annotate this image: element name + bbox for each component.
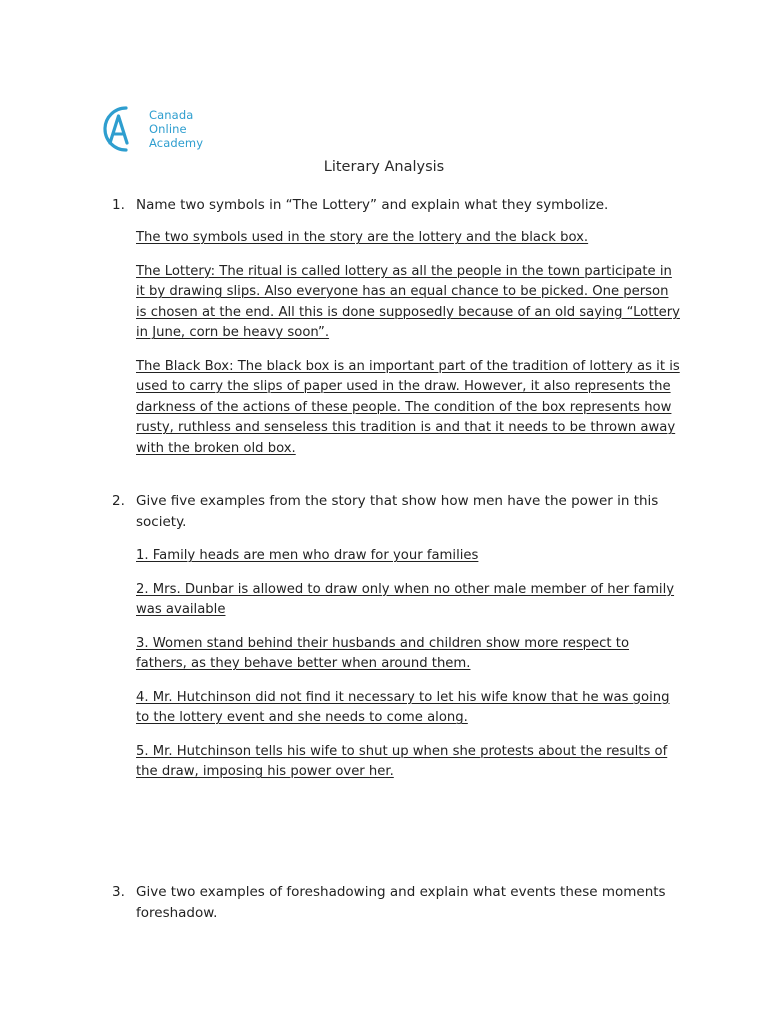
question-number: 2. — [112, 493, 125, 509]
question-1 — [112, 195, 672, 216]
answer-paragraph: 2. Mrs. Dunbar is allowed to draw only when no other male member of her family was available — [136, 581, 675, 617]
question-2 — [112, 491, 672, 533]
answer-paragraph: The Black Box: The black box is an important part of the tradition of lottery as it is used to carry the slips of paper used in the draw. However, it also represents the darkness of the actions of these people. The condition of the box represents how rusty, ruthless and senseless this tradition is and that it needs to be thrown away with the broken old box. — [136, 358, 680, 456]
answer-paragraph: The Lottery: The ritual is called lottery as all the people in the town participate in it by drawing slips. Also everyone has an equal chance to be picked. One person is chosen at the end. All this is done supposedly because of an old saying “Lottery in June, corn be heavy soon”. — [136, 263, 680, 340]
answer-paragraph: 1. Family heads are men who draw for your families — [136, 548, 479, 563]
question-number: 3. — [112, 884, 125, 900]
logo-wordmark — [149, 108, 203, 150]
answer-paragraph: 4. Mr. Hutchinson did not find it necessary to let his wife know that he was going to the lottery event and she needs to come along. — [136, 689, 670, 725]
answer-paragraph: 5. Mr. Hutchinson tells his wife to shut up when she protests about the results of the draw, imposing his power over her. — [136, 743, 668, 779]
question-text: Give two examples of foreshadowing and explain what events these moments foreshadow. — [136, 884, 666, 921]
answer-paragraph: 3. Women stand behind their husbands and children show more respect to fathers, as they behave better when around them. — [136, 635, 630, 671]
page-title: Literary Analysis — [323, 159, 445, 175]
question-text: Name two symbols in “The Lottery” and explain what they symbolize. — [136, 197, 609, 213]
answers-question-2 — [136, 546, 681, 796]
question-number: 1. — [112, 197, 125, 213]
logo-line-2: Online — [149, 122, 187, 136]
logo-line-1: Canada — [149, 108, 194, 122]
answers-question-1 — [136, 228, 681, 472]
canada-online-academy-logo-icon — [95, 100, 141, 158]
question-text: Give five examples from the story that show how men have the power in this society. — [136, 493, 659, 530]
academy-logo — [95, 100, 203, 158]
answer-paragraph: The two symbols used in the story are the lottery and the black box. — [136, 230, 589, 245]
logo-line-3: Academy — [149, 136, 204, 150]
question-3 — [112, 882, 672, 924]
